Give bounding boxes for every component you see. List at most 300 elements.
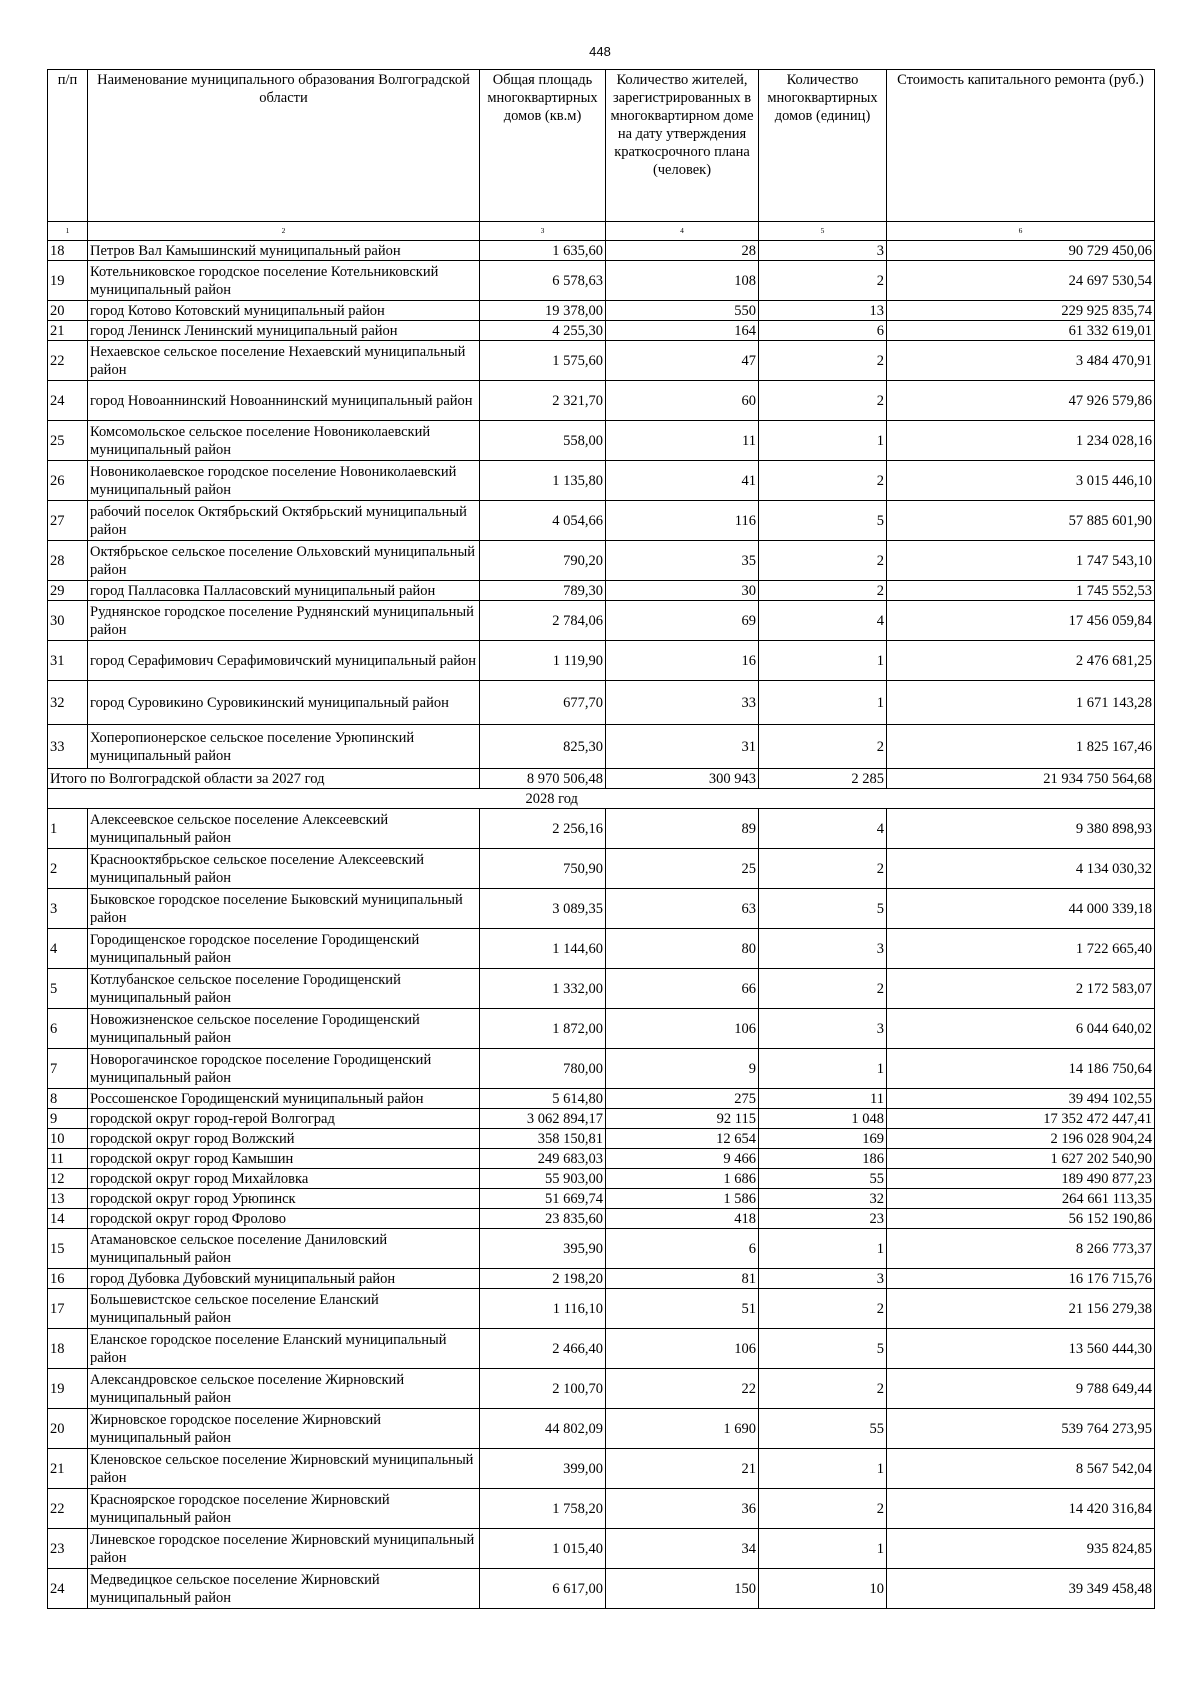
- houses-value: 3: [759, 1269, 887, 1289]
- residents-value: 9 466: [606, 1149, 759, 1169]
- houses-value: 1: [759, 1449, 887, 1489]
- houses-value: 5: [759, 889, 887, 929]
- year-spacer: [48, 789, 88, 809]
- table-row: [48, 681, 1155, 725]
- table-row: [48, 1529, 1155, 1569]
- houses-value: 2: [759, 969, 887, 1009]
- residents-value: 106: [606, 1329, 759, 1369]
- row-number: 32: [48, 681, 88, 725]
- houses-value: 3: [759, 929, 887, 969]
- municipality-name: Краснооктябрьское сельское поселение Алексеевский муниципальный район: [88, 849, 480, 889]
- houses-value: 2: [759, 849, 887, 889]
- area-value: 399,00: [480, 1449, 606, 1489]
- municipality-name: город Палласовка Палласовский муниципальный район: [88, 581, 480, 601]
- houses-value: 1: [759, 681, 887, 725]
- cost-value: 56 152 190,86: [887, 1209, 1155, 1229]
- cost-value: 24 697 530,54: [887, 261, 1155, 301]
- area-value: 44 802,09: [480, 1409, 606, 1449]
- houses-value: 2: [759, 261, 887, 301]
- municipality-name: Кленовское сельское поселение Жирновский муниципальный район: [88, 1449, 480, 1489]
- cost-value: 3 484 470,91: [887, 341, 1155, 381]
- area-value: 2 784,06: [480, 601, 606, 641]
- capital-repair-table: [47, 69, 1155, 1609]
- houses-value: 2: [759, 461, 887, 501]
- municipality-name: городской округ город Михайловка: [88, 1169, 480, 1189]
- row-number: 20: [48, 301, 88, 321]
- header-area: Общая площадь многоквартирных домов (кв.м): [480, 70, 606, 222]
- year-2028-label: 2028 год: [88, 789, 1155, 809]
- row-number: 31: [48, 641, 88, 681]
- header-cost: Стоимость капитального ремонта (руб.): [887, 70, 1155, 222]
- municipality-name: Руднянское городское поселение Руднянский муниципальный район: [88, 601, 480, 641]
- table-header-row: [48, 70, 1155, 222]
- header-houses: Количество многоквартирных домов (единиц): [759, 70, 887, 222]
- table-row: [48, 1449, 1155, 1489]
- residents-value: 80: [606, 929, 759, 969]
- residents-value: 418: [606, 1209, 759, 1229]
- area-value: 1 575,60: [480, 341, 606, 381]
- column-number: 2: [88, 222, 480, 241]
- residents-value: 31: [606, 725, 759, 769]
- area-value: 1 015,40: [480, 1529, 606, 1569]
- table-row: [48, 1289, 1155, 1329]
- row-number: 9: [48, 1109, 88, 1129]
- residents-value: 164: [606, 321, 759, 341]
- header-no: п/п: [48, 70, 88, 222]
- area-value: 789,30: [480, 581, 606, 601]
- table-row: [48, 241, 1155, 261]
- total-houses: 2 285: [759, 769, 887, 789]
- table-row: [48, 1169, 1155, 1189]
- table-row: [48, 725, 1155, 769]
- houses-value: 5: [759, 501, 887, 541]
- cost-value: 229 925 835,74: [887, 301, 1155, 321]
- row-number: 11: [48, 1149, 88, 1169]
- houses-value: 6: [759, 321, 887, 341]
- row-number: 20: [48, 1409, 88, 1449]
- municipality-name: Красноярское городское поселение Жирновский муниципальный район: [88, 1489, 480, 1529]
- area-value: 4 255,30: [480, 321, 606, 341]
- cost-value: 39 494 102,55: [887, 1089, 1155, 1109]
- cost-value: 16 176 715,76: [887, 1269, 1155, 1289]
- column-number: 5: [759, 222, 887, 241]
- houses-value: 55: [759, 1169, 887, 1189]
- houses-value: 2: [759, 381, 887, 421]
- area-value: 6 578,63: [480, 261, 606, 301]
- houses-value: 2: [759, 1489, 887, 1529]
- houses-value: 23: [759, 1209, 887, 1229]
- cost-value: 935 824,85: [887, 1529, 1155, 1569]
- municipality-name: Еланское городское поселение Еланский муниципальный район: [88, 1329, 480, 1369]
- row-number: 4: [48, 929, 88, 969]
- table-row: [48, 1269, 1155, 1289]
- table-row: [48, 929, 1155, 969]
- cost-value: 1 627 202 540,90: [887, 1149, 1155, 1169]
- column-number: 1: [48, 222, 88, 241]
- table-row: [48, 341, 1155, 381]
- cost-value: 6 044 640,02: [887, 1009, 1155, 1049]
- table-row: [48, 1189, 1155, 1209]
- cost-value: 8 567 542,04: [887, 1449, 1155, 1489]
- houses-value: 2: [759, 341, 887, 381]
- cost-value: 1 671 143,28: [887, 681, 1155, 725]
- houses-value: 3: [759, 1009, 887, 1049]
- houses-value: 4: [759, 601, 887, 641]
- residents-value: 550: [606, 301, 759, 321]
- row-number: 21: [48, 1449, 88, 1489]
- row-number: 24: [48, 1569, 88, 1609]
- houses-value: 11: [759, 1089, 887, 1109]
- area-value: 395,90: [480, 1229, 606, 1269]
- houses-value: 169: [759, 1129, 887, 1149]
- residents-value: 92 115: [606, 1109, 759, 1129]
- total-row: [48, 769, 1155, 789]
- area-value: 825,30: [480, 725, 606, 769]
- cost-value: 1 825 167,46: [887, 725, 1155, 769]
- area-value: 1 635,60: [480, 241, 606, 261]
- houses-value: 4: [759, 809, 887, 849]
- cost-value: 4 134 030,32: [887, 849, 1155, 889]
- municipality-name: Атамановское сельское поселение Даниловский муниципальный район: [88, 1229, 480, 1269]
- municipality-name: город Серафимович Серафимовичский муниципальный район: [88, 641, 480, 681]
- houses-value: 32: [759, 1189, 887, 1209]
- residents-value: 41: [606, 461, 759, 501]
- table-row: [48, 849, 1155, 889]
- area-value: 780,00: [480, 1049, 606, 1089]
- municipality-name: городской округ город Волжский: [88, 1129, 480, 1149]
- municipality-name: Петров Вал Камышинский муниципальный район: [88, 241, 480, 261]
- row-number: 1: [48, 809, 88, 849]
- municipality-name: Новожизненское сельское поселение Городищенский муниципальный район: [88, 1009, 480, 1049]
- houses-value: 1: [759, 1229, 887, 1269]
- row-number: 26: [48, 461, 88, 501]
- residents-value: 1 690: [606, 1409, 759, 1449]
- cost-value: 44 000 339,18: [887, 889, 1155, 929]
- residents-value: 1 586: [606, 1189, 759, 1209]
- residents-value: 21: [606, 1449, 759, 1489]
- total-cost: 21 934 750 564,68: [887, 769, 1155, 789]
- column-number: 6: [887, 222, 1155, 241]
- table-row: [48, 1149, 1155, 1169]
- area-value: 1 116,10: [480, 1289, 606, 1329]
- municipality-name: Большевистское сельское поселение Еланский муниципальный район: [88, 1289, 480, 1329]
- row-number: 21: [48, 321, 88, 341]
- municipality-name: городской округ город Камышин: [88, 1149, 480, 1169]
- cost-value: 17 456 059,84: [887, 601, 1155, 641]
- area-value: 2 466,40: [480, 1329, 606, 1369]
- table-row: [48, 301, 1155, 321]
- table-row: [48, 1049, 1155, 1089]
- row-number: 22: [48, 1489, 88, 1529]
- area-value: 6 617,00: [480, 1569, 606, 1609]
- area-value: 558,00: [480, 421, 606, 461]
- area-value: 2 198,20: [480, 1269, 606, 1289]
- table-row: [48, 1329, 1155, 1369]
- residents-value: 16: [606, 641, 759, 681]
- residents-value: 63: [606, 889, 759, 929]
- row-number: 8: [48, 1089, 88, 1109]
- table-row: [48, 461, 1155, 501]
- cost-value: 39 349 458,48: [887, 1569, 1155, 1609]
- houses-value: 186: [759, 1149, 887, 1169]
- row-number: 22: [48, 341, 88, 381]
- area-value: 1 872,00: [480, 1009, 606, 1049]
- municipality-name: Комсомольское сельское поселение Новониколаевский муниципальный район: [88, 421, 480, 461]
- table-row: [48, 1129, 1155, 1149]
- cost-value: 3 015 446,10: [887, 461, 1155, 501]
- table-row: [48, 541, 1155, 581]
- houses-value: 2: [759, 541, 887, 581]
- area-value: 51 669,74: [480, 1189, 606, 1209]
- residents-value: 89: [606, 809, 759, 849]
- area-value: 3 062 894,17: [480, 1109, 606, 1129]
- cost-value: 9 788 649,44: [887, 1369, 1155, 1409]
- row-number: 15: [48, 1229, 88, 1269]
- rows-2028: [48, 809, 1155, 1609]
- table-row: [48, 601, 1155, 641]
- cost-value: 17 352 472 447,41: [887, 1109, 1155, 1129]
- houses-value: 2: [759, 581, 887, 601]
- residents-value: 12 654: [606, 1129, 759, 1149]
- table-row: [48, 1209, 1155, 1229]
- residents-value: 11: [606, 421, 759, 461]
- municipality-name: Александровское сельское поселение Жирновский муниципальный район: [88, 1369, 480, 1409]
- municipality-name: Россошенское Городищенский муниципальный район: [88, 1089, 480, 1109]
- houses-value: 2: [759, 1369, 887, 1409]
- area-value: 4 054,66: [480, 501, 606, 541]
- row-number: 2: [48, 849, 88, 889]
- area-value: 1 144,60: [480, 929, 606, 969]
- residents-value: 60: [606, 381, 759, 421]
- houses-value: 2: [759, 725, 887, 769]
- municipality-name: город Новоаннинский Новоаннинский муниципальный район: [88, 381, 480, 421]
- cost-value: 14 420 316,84: [887, 1489, 1155, 1529]
- municipality-name: городской округ город Фролово: [88, 1209, 480, 1229]
- municipality-name: Новорогачинское городское поселение Городищенский муниципальный район: [88, 1049, 480, 1089]
- area-value: 358 150,81: [480, 1129, 606, 1149]
- table-row: [48, 1369, 1155, 1409]
- row-number: 18: [48, 1329, 88, 1369]
- page-number: 448: [589, 44, 611, 59]
- row-number: 19: [48, 261, 88, 301]
- residents-value: 69: [606, 601, 759, 641]
- row-number: 12: [48, 1169, 88, 1189]
- row-number: 13: [48, 1189, 88, 1209]
- table-row: [48, 809, 1155, 849]
- total-2027: [48, 769, 1155, 809]
- table-row: [48, 1409, 1155, 1449]
- residents-value: 108: [606, 261, 759, 301]
- table-row: [48, 581, 1155, 601]
- cost-value: 14 186 750,64: [887, 1049, 1155, 1089]
- table-row: [48, 641, 1155, 681]
- municipality-name: Медведицкое сельское поселение Жирновский муниципальный район: [88, 1569, 480, 1609]
- total-area: 8 970 506,48: [480, 769, 606, 789]
- cost-value: 47 926 579,86: [887, 381, 1155, 421]
- column-number-row: [48, 222, 1155, 241]
- cost-value: 9 380 898,93: [887, 809, 1155, 849]
- area-value: 55 903,00: [480, 1169, 606, 1189]
- municipality-name: рабочий поселок Октябрьский Октябрьский муниципальный район: [88, 501, 480, 541]
- cost-value: 2 172 583,07: [887, 969, 1155, 1009]
- residents-value: 51: [606, 1289, 759, 1329]
- table-row: [48, 1109, 1155, 1129]
- residents-value: 150: [606, 1569, 759, 1609]
- cost-value: 61 332 619,01: [887, 321, 1155, 341]
- residents-value: 35: [606, 541, 759, 581]
- municipality-name: городской округ город Урюпинск: [88, 1189, 480, 1209]
- table-row: [48, 501, 1155, 541]
- houses-value: 1: [759, 1049, 887, 1089]
- row-number: 3: [48, 889, 88, 929]
- residents-value: 6: [606, 1229, 759, 1269]
- residents-value: 1 686: [606, 1169, 759, 1189]
- header-name: Наименование муниципального образования Волгоградской области: [88, 70, 480, 222]
- municipality-name: Котельниковское городское поселение Котельниковский муниципальный район: [88, 261, 480, 301]
- row-number: 33: [48, 725, 88, 769]
- municipality-name: Хоперопионерское сельское поселение Урюпинский муниципальный район: [88, 725, 480, 769]
- rows-2027: [48, 241, 1155, 769]
- row-number: 14: [48, 1209, 88, 1229]
- row-number: 30: [48, 601, 88, 641]
- cost-value: 13 560 444,30: [887, 1329, 1155, 1369]
- municipality-name: город Ленинск Ленинский муниципальный район: [88, 321, 480, 341]
- municipality-name: Городищенское городское поселение Городищенский муниципальный район: [88, 929, 480, 969]
- area-value: 19 378,00: [480, 301, 606, 321]
- area-value: 2 321,70: [480, 381, 606, 421]
- houses-value: 3: [759, 241, 887, 261]
- cost-value: 8 266 773,37: [887, 1229, 1155, 1269]
- cost-value: 539 764 273,95: [887, 1409, 1155, 1449]
- cost-value: 189 490 877,23: [887, 1169, 1155, 1189]
- cost-value: 1 747 543,10: [887, 541, 1155, 581]
- cost-value: 57 885 601,90: [887, 501, 1155, 541]
- cost-value: 2 196 028 904,24: [887, 1129, 1155, 1149]
- area-value: 1 332,00: [480, 969, 606, 1009]
- table-row: [48, 421, 1155, 461]
- header-residents: Количество жителей, зарегистрированных в многоквартирном доме на дату утверждения краткосрочного плана (человек): [606, 70, 759, 222]
- residents-value: 34: [606, 1529, 759, 1569]
- cost-value: 2 476 681,25: [887, 641, 1155, 681]
- area-value: 23 835,60: [480, 1209, 606, 1229]
- houses-value: 1 048: [759, 1109, 887, 1129]
- area-value: 1 135,80: [480, 461, 606, 501]
- row-number: 18: [48, 241, 88, 261]
- houses-value: 1: [759, 1529, 887, 1569]
- residents-value: 30: [606, 581, 759, 601]
- municipality-name: город Дубовка Дубовский муниципальный район: [88, 1269, 480, 1289]
- row-number: 10: [48, 1129, 88, 1149]
- area-value: 2 256,16: [480, 809, 606, 849]
- residents-value: 81: [606, 1269, 759, 1289]
- residents-value: 25: [606, 849, 759, 889]
- houses-value: 10: [759, 1569, 887, 1609]
- total-residents: 300 943: [606, 769, 759, 789]
- residents-value: 66: [606, 969, 759, 1009]
- year-row: [48, 789, 1155, 809]
- table-row: [48, 261, 1155, 301]
- residents-value: 106: [606, 1009, 759, 1049]
- row-number: 29: [48, 581, 88, 601]
- houses-value: 55: [759, 1409, 887, 1449]
- row-number: 23: [48, 1529, 88, 1569]
- area-value: 2 100,70: [480, 1369, 606, 1409]
- row-number: 19: [48, 1369, 88, 1409]
- table-row: [48, 321, 1155, 341]
- area-value: 5 614,80: [480, 1089, 606, 1109]
- table-row: [48, 1489, 1155, 1529]
- row-number: 24: [48, 381, 88, 421]
- cost-value: 1 745 552,53: [887, 581, 1155, 601]
- row-number: 17: [48, 1289, 88, 1329]
- cost-value: 264 661 113,35: [887, 1189, 1155, 1209]
- table-row: [48, 969, 1155, 1009]
- residents-value: 9: [606, 1049, 759, 1089]
- column-number: 3: [480, 222, 606, 241]
- houses-value: 1: [759, 421, 887, 461]
- residents-value: 47: [606, 341, 759, 381]
- municipality-name: Нехаевское сельское поселение Нехаевский муниципальный район: [88, 341, 480, 381]
- residents-value: 28: [606, 241, 759, 261]
- table-row: [48, 1569, 1155, 1609]
- table-row: [48, 1229, 1155, 1269]
- cost-value: 90 729 450,06: [887, 241, 1155, 261]
- area-value: 3 089,35: [480, 889, 606, 929]
- houses-value: 5: [759, 1329, 887, 1369]
- row-number: 25: [48, 421, 88, 461]
- cost-value: 1 234 028,16: [887, 421, 1155, 461]
- area-value: 750,90: [480, 849, 606, 889]
- table-row: [48, 1089, 1155, 1109]
- row-number: 16: [48, 1269, 88, 1289]
- table-row: [48, 1009, 1155, 1049]
- municipality-name: Новониколаевское городское поселение Новониколаевский муниципальный район: [88, 461, 480, 501]
- table-row: [48, 889, 1155, 929]
- residents-value: 33: [606, 681, 759, 725]
- municipality-name: Быковское городское поселение Быковский муниципальный район: [88, 889, 480, 929]
- residents-value: 275: [606, 1089, 759, 1109]
- row-number: 6: [48, 1009, 88, 1049]
- area-value: 790,20: [480, 541, 606, 581]
- houses-value: 1: [759, 641, 887, 681]
- row-number: 7: [48, 1049, 88, 1089]
- municipality-name: городской округ город-герой Волгоград: [88, 1109, 480, 1129]
- municipality-name: Алексеевское сельское поселение Алексеевский муниципальный район: [88, 809, 480, 849]
- row-number: 27: [48, 501, 88, 541]
- total-label: Итого по Волгоградской области за 2027 год: [48, 769, 480, 789]
- municipality-name: Октябрьское сельское поселение Ольховский муниципальный район: [88, 541, 480, 581]
- area-value: 249 683,03: [480, 1149, 606, 1169]
- houses-value: 2: [759, 1289, 887, 1329]
- cost-value: 1 722 665,40: [887, 929, 1155, 969]
- row-number: 28: [48, 541, 88, 581]
- cost-value: 21 156 279,38: [887, 1289, 1155, 1329]
- municipality-name: Линевское городское поселение Жирновский муниципальный район: [88, 1529, 480, 1569]
- municipality-name: Жирновское городское поселение Жирновский муниципальный район: [88, 1409, 480, 1449]
- residents-value: 116: [606, 501, 759, 541]
- municipality-name: город Котово Котовский муниципальный район: [88, 301, 480, 321]
- municipality-name: город Суровикино Суровикинский муниципальный район: [88, 681, 480, 725]
- table-row: [48, 381, 1155, 421]
- row-number: 5: [48, 969, 88, 1009]
- houses-value: 13: [759, 301, 887, 321]
- area-value: 1 758,20: [480, 1489, 606, 1529]
- area-value: 677,70: [480, 681, 606, 725]
- residents-value: 22: [606, 1369, 759, 1409]
- area-value: 1 119,90: [480, 641, 606, 681]
- residents-value: 36: [606, 1489, 759, 1529]
- column-number: 4: [606, 222, 759, 241]
